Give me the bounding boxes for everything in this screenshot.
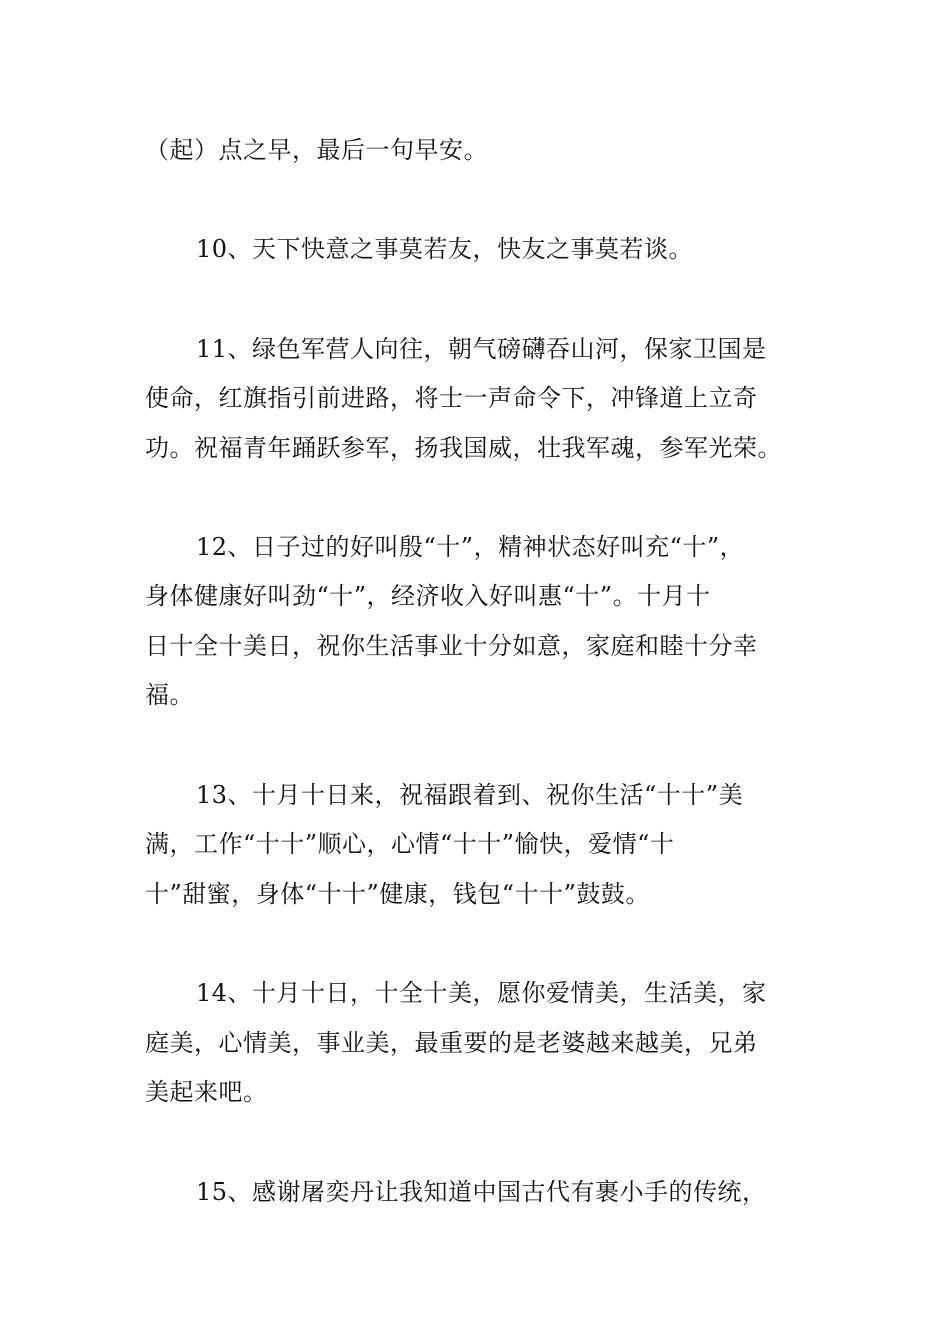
paragraph-11-line-2: 使命，红旗指引前进路，将士一声命令下，冲锋道上立奇 <box>145 384 758 412</box>
paragraph-15-line-1: 15、感谢屠奕丹让我知道中国古代有裹小手的传统， <box>196 1178 767 1206</box>
paragraph-12-line-4: 福。 <box>145 681 194 709</box>
paragraph-12-line-1: 12、日子过的好叫殷“十”，精神状态好叫充“十”， <box>196 533 745 561</box>
paragraph-11-line-3: 功。祝福青年踊跃参军，扬我国威，壮我军魂，参军光荣。 <box>145 434 782 462</box>
paragraph-13-line-2: 满，工作“十十”顺心，心情“十十”愉快，爱情“十 <box>145 830 675 858</box>
paragraph-13-line-1: 13、十月十日来，祝福跟着到、祝你生活“十十”美 <box>196 781 744 809</box>
paragraph-12-line-2: 身体健康好叫劲“十”，经济收入好叫惠“十”。十月十 <box>145 582 711 610</box>
paragraph-14-line-1: 14、十月十日，十全十美，愿你爱情美，生活美，家 <box>196 979 767 1007</box>
paragraph-13-line-3: 十”甜蜜，身体“十十”健康，钱包“十十”鼓鼓。 <box>145 880 650 908</box>
paragraph-12-line-3: 日十全十美日，祝你生活事业十分如意，家庭和睦十分幸 <box>145 632 758 660</box>
paragraph-14-line-3: 美起来吧。 <box>145 1078 268 1106</box>
paragraph-10-line-1: 10、天下快意之事莫若友，快友之事莫若谈。 <box>196 235 694 263</box>
paragraph-9-line-2: （起）点之早，最后一句早安。 <box>145 136 488 164</box>
paragraph-11-line-1: 11、绿色军营人向往，朝气磅礴吞山河，保家卫国是 <box>196 335 767 363</box>
paragraph-14-line-2: 庭美，心情美，事业美，最重要的是老婆越来越美，兄弟 <box>145 1029 758 1057</box>
